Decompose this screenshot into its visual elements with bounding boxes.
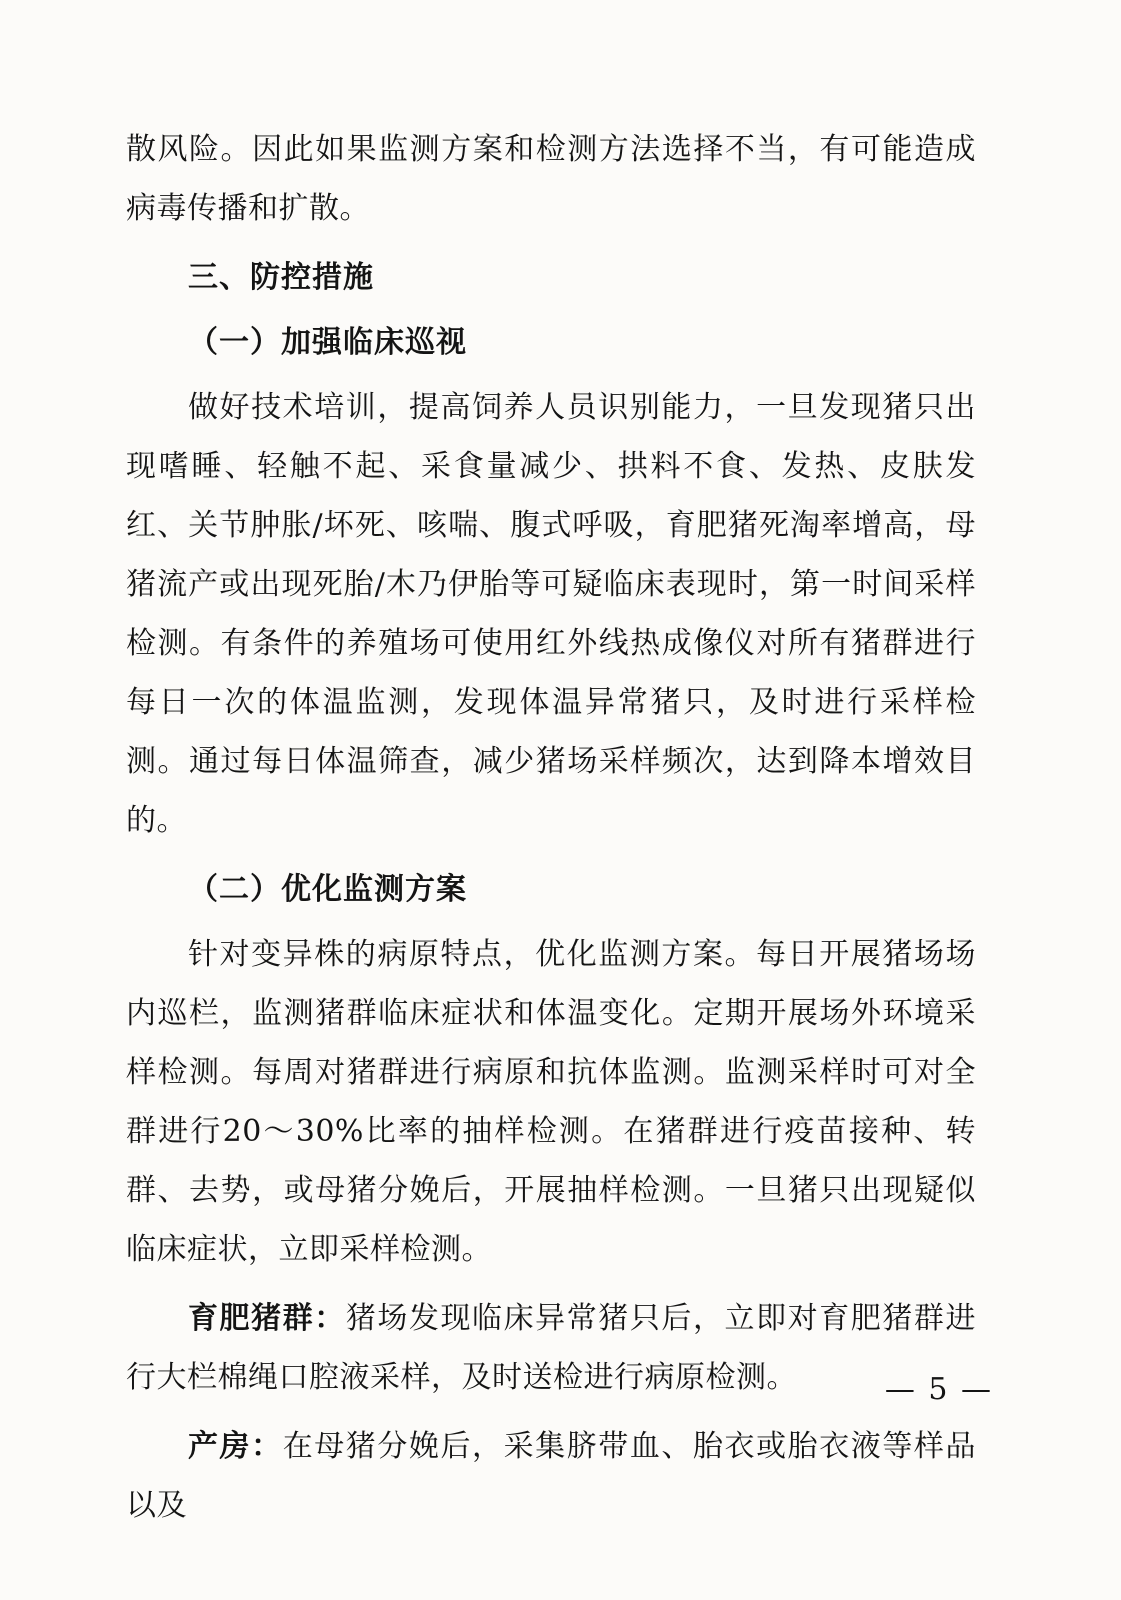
text-farrowing-house: 在母猪分娩后，采集脐带血、胎衣或胎衣液等样品以及 (126, 1429, 976, 1523)
paragraph-farrowing-house (126, 1417, 976, 1535)
subheading-optimize-monitoring-plan: （二）优化监测方案 (188, 872, 467, 907)
subheading-strengthen-clinical-inspection: （一）加强临床巡视 (188, 325, 467, 360)
heading-section-three: 三、防控措施 (188, 260, 374, 295)
page-number: — 5 — (884, 1372, 993, 1407)
label-farrowing-house: 产房： (188, 1429, 283, 1464)
paragraph-monitoring-plan: 针对变异株的病原特点，优化监测方案。每日开展猪场场内巡栏，监测猪群临床症状和体温变化。定期开展场外环境采样检测。每周对猪群进行病原和抗体监测。监测采样时可对全群进行20～30%比率的抽样检测。在猪群进行疫苗接种、转群、去势，或母猪分娩后，开展抽样检测。一旦猪只出现疑似临床症状，立即采样检测。 (126, 937, 976, 1267)
label-fattening-herd: 育肥猪群： (188, 1301, 346, 1336)
document-body (126, 120, 976, 1535)
paragraph-continued: 散风险。因此如果监测方案和检测方法选择不当，有可能造成病毒传播和扩散。 (126, 132, 976, 226)
text-fattening-herd: 猪场发现临床异常猪只后，立即对育肥猪群进行大栏棉绳口腔液采样，及时送检进行病原检测。 (126, 1301, 976, 1395)
paragraph-clinical-inspection: 做好技术培训，提高饲养人员识别能力，一旦发现猪只出现嗜睡、轻触不起、采食量减少、拱料不食、发热、皮肤发红、关节肿胀/坏死、咳喘、腹式呼吸，育肥猪死淘率增高，母猪流产或出现死胎/木乃伊胎等可疑临床表现时，第一时间采样检测。有条件的养殖场可使用红外线热成像仪对所有猪群进行每日一次的体温监测，发现体温异常猪只，及时进行采样检测。通过每日体温筛查，减少猪场采样频次，达到降本增效目的。 (126, 390, 976, 838)
